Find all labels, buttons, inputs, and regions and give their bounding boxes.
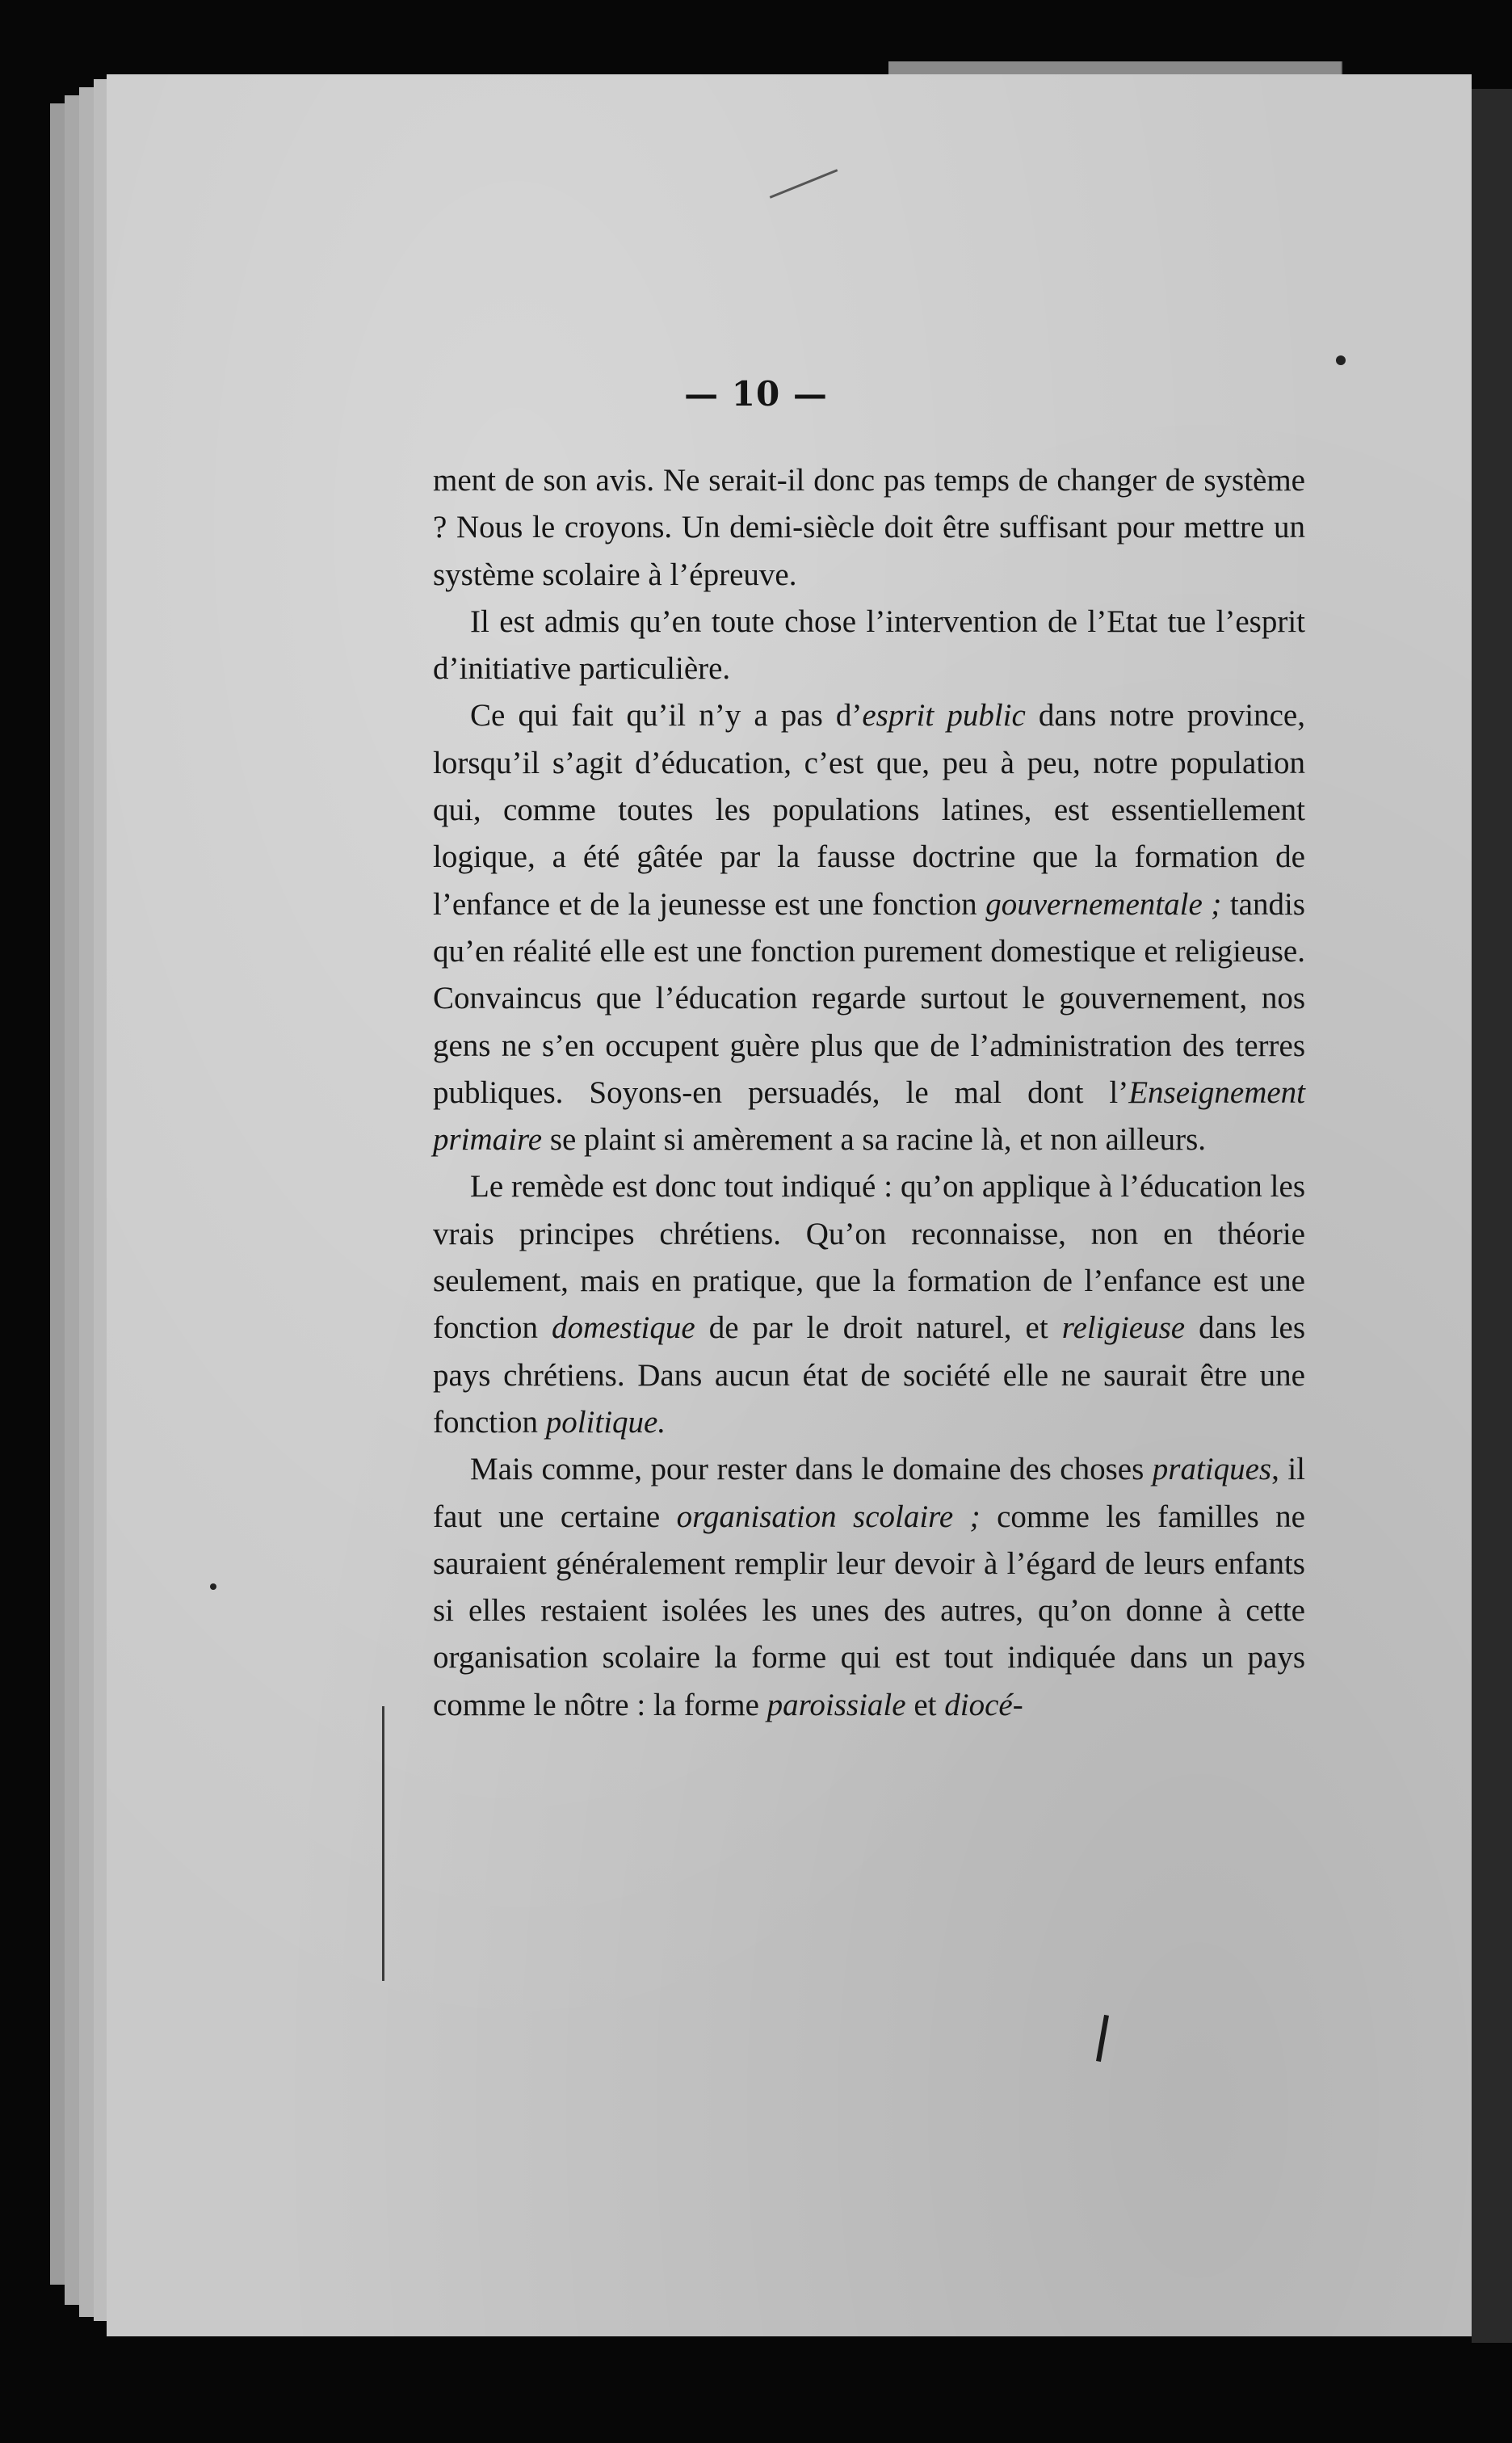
- text-run: Il est admis qu’en toute chose l’intervention de l’Etat tue l’esprit d’initiative particulière.: [433, 603, 1305, 687]
- italic-text: pratiques: [1152, 1452, 1272, 1487]
- text-run: de par le droit naturel, et: [695, 1310, 1062, 1346]
- paragraph: [433, 457, 1305, 599]
- paragraph: [433, 692, 1305, 1163]
- italic-text: organisation scolaire ;: [676, 1499, 981, 1534]
- text-run: , il faut une certaine: [433, 1452, 1306, 1534]
- italic-text: esprit public: [862, 698, 1026, 734]
- italic-text: politique.: [545, 1404, 666, 1440]
- text-run: tandis qu’en réalité elle est une fonction purement domestique et religieuse. Convaincus que l’éducation regarde surtout le gouvernement, nos gens ne s’en occupent guère plus que de l’administration des terres publiques. Soyons-en persuadés, le mal dont l’: [433, 886, 1305, 1110]
- text-run: se plaint si amèrement a sa racine là, et non ailleurs.: [542, 1122, 1206, 1158]
- paragraph: [433, 1446, 1305, 1729]
- italic-text: Enseignement primaire: [433, 1074, 1305, 1158]
- ink-speck: [210, 1583, 216, 1590]
- italic-text: domestique: [552, 1310, 695, 1346]
- text-run: ment de son avis. Ne serait-il donc pas temps de changer de système ? Nous le croyons. Un demi-siècle doit être suffisant pour mettre un système scolaire à l’épreuve.: [433, 463, 1305, 592]
- page-number: — 10 —: [684, 374, 828, 414]
- text-run: dans notre province, lorsqu’il s’agit d’éducation, c’est que, peu à peu, notre population qui, comme toutes les populations latines, est essentiellement logique, a été gâtée par la fausse doctrine que la formation de l’enfance et de la jeunesse est une fonction: [433, 698, 1305, 922]
- body-text: [433, 457, 1305, 1729]
- paragraph: [433, 1163, 1305, 1446]
- text-run: Ce qui fait qu’il n’y a pas d’: [470, 698, 863, 734]
- text-run: comme les familles ne sauraient généralement remplir leur devoir à l’égard de leurs enfants si elles restaient isolées les unes des autres, qu’on donne à cette organisation scolaire la forme qui est tout indiquée dans un pays comme le nôtre : la forme: [433, 1499, 1305, 1722]
- margin-mark: [382, 1706, 384, 1981]
- italic-text: religieuse: [1061, 1310, 1186, 1346]
- ink-speck: [1336, 355, 1346, 365]
- text-run: et: [905, 1687, 945, 1722]
- text-run: Le remède est donc tout indiqué : qu’on applique à l’éducation les vrais principes chrétiens. Qu’on reconnaisse, non en théorie seulement, mais en pratique, que la formation de l’enfance est une fonction: [433, 1169, 1305, 1346]
- italic-text: diocé-: [944, 1687, 1023, 1722]
- text-run: Mais comme, pour rester dans le domaine des choses: [470, 1452, 1153, 1487]
- paragraph: [433, 599, 1305, 693]
- text-run: dans les pays chrétiens. Dans aucun état de société elle ne saurait être une fonction: [433, 1310, 1306, 1440]
- italic-text: paroissiale: [766, 1687, 906, 1722]
- page-shadow: [1472, 89, 1512, 2343]
- italic-text: gouvernementale ;: [985, 886, 1222, 922]
